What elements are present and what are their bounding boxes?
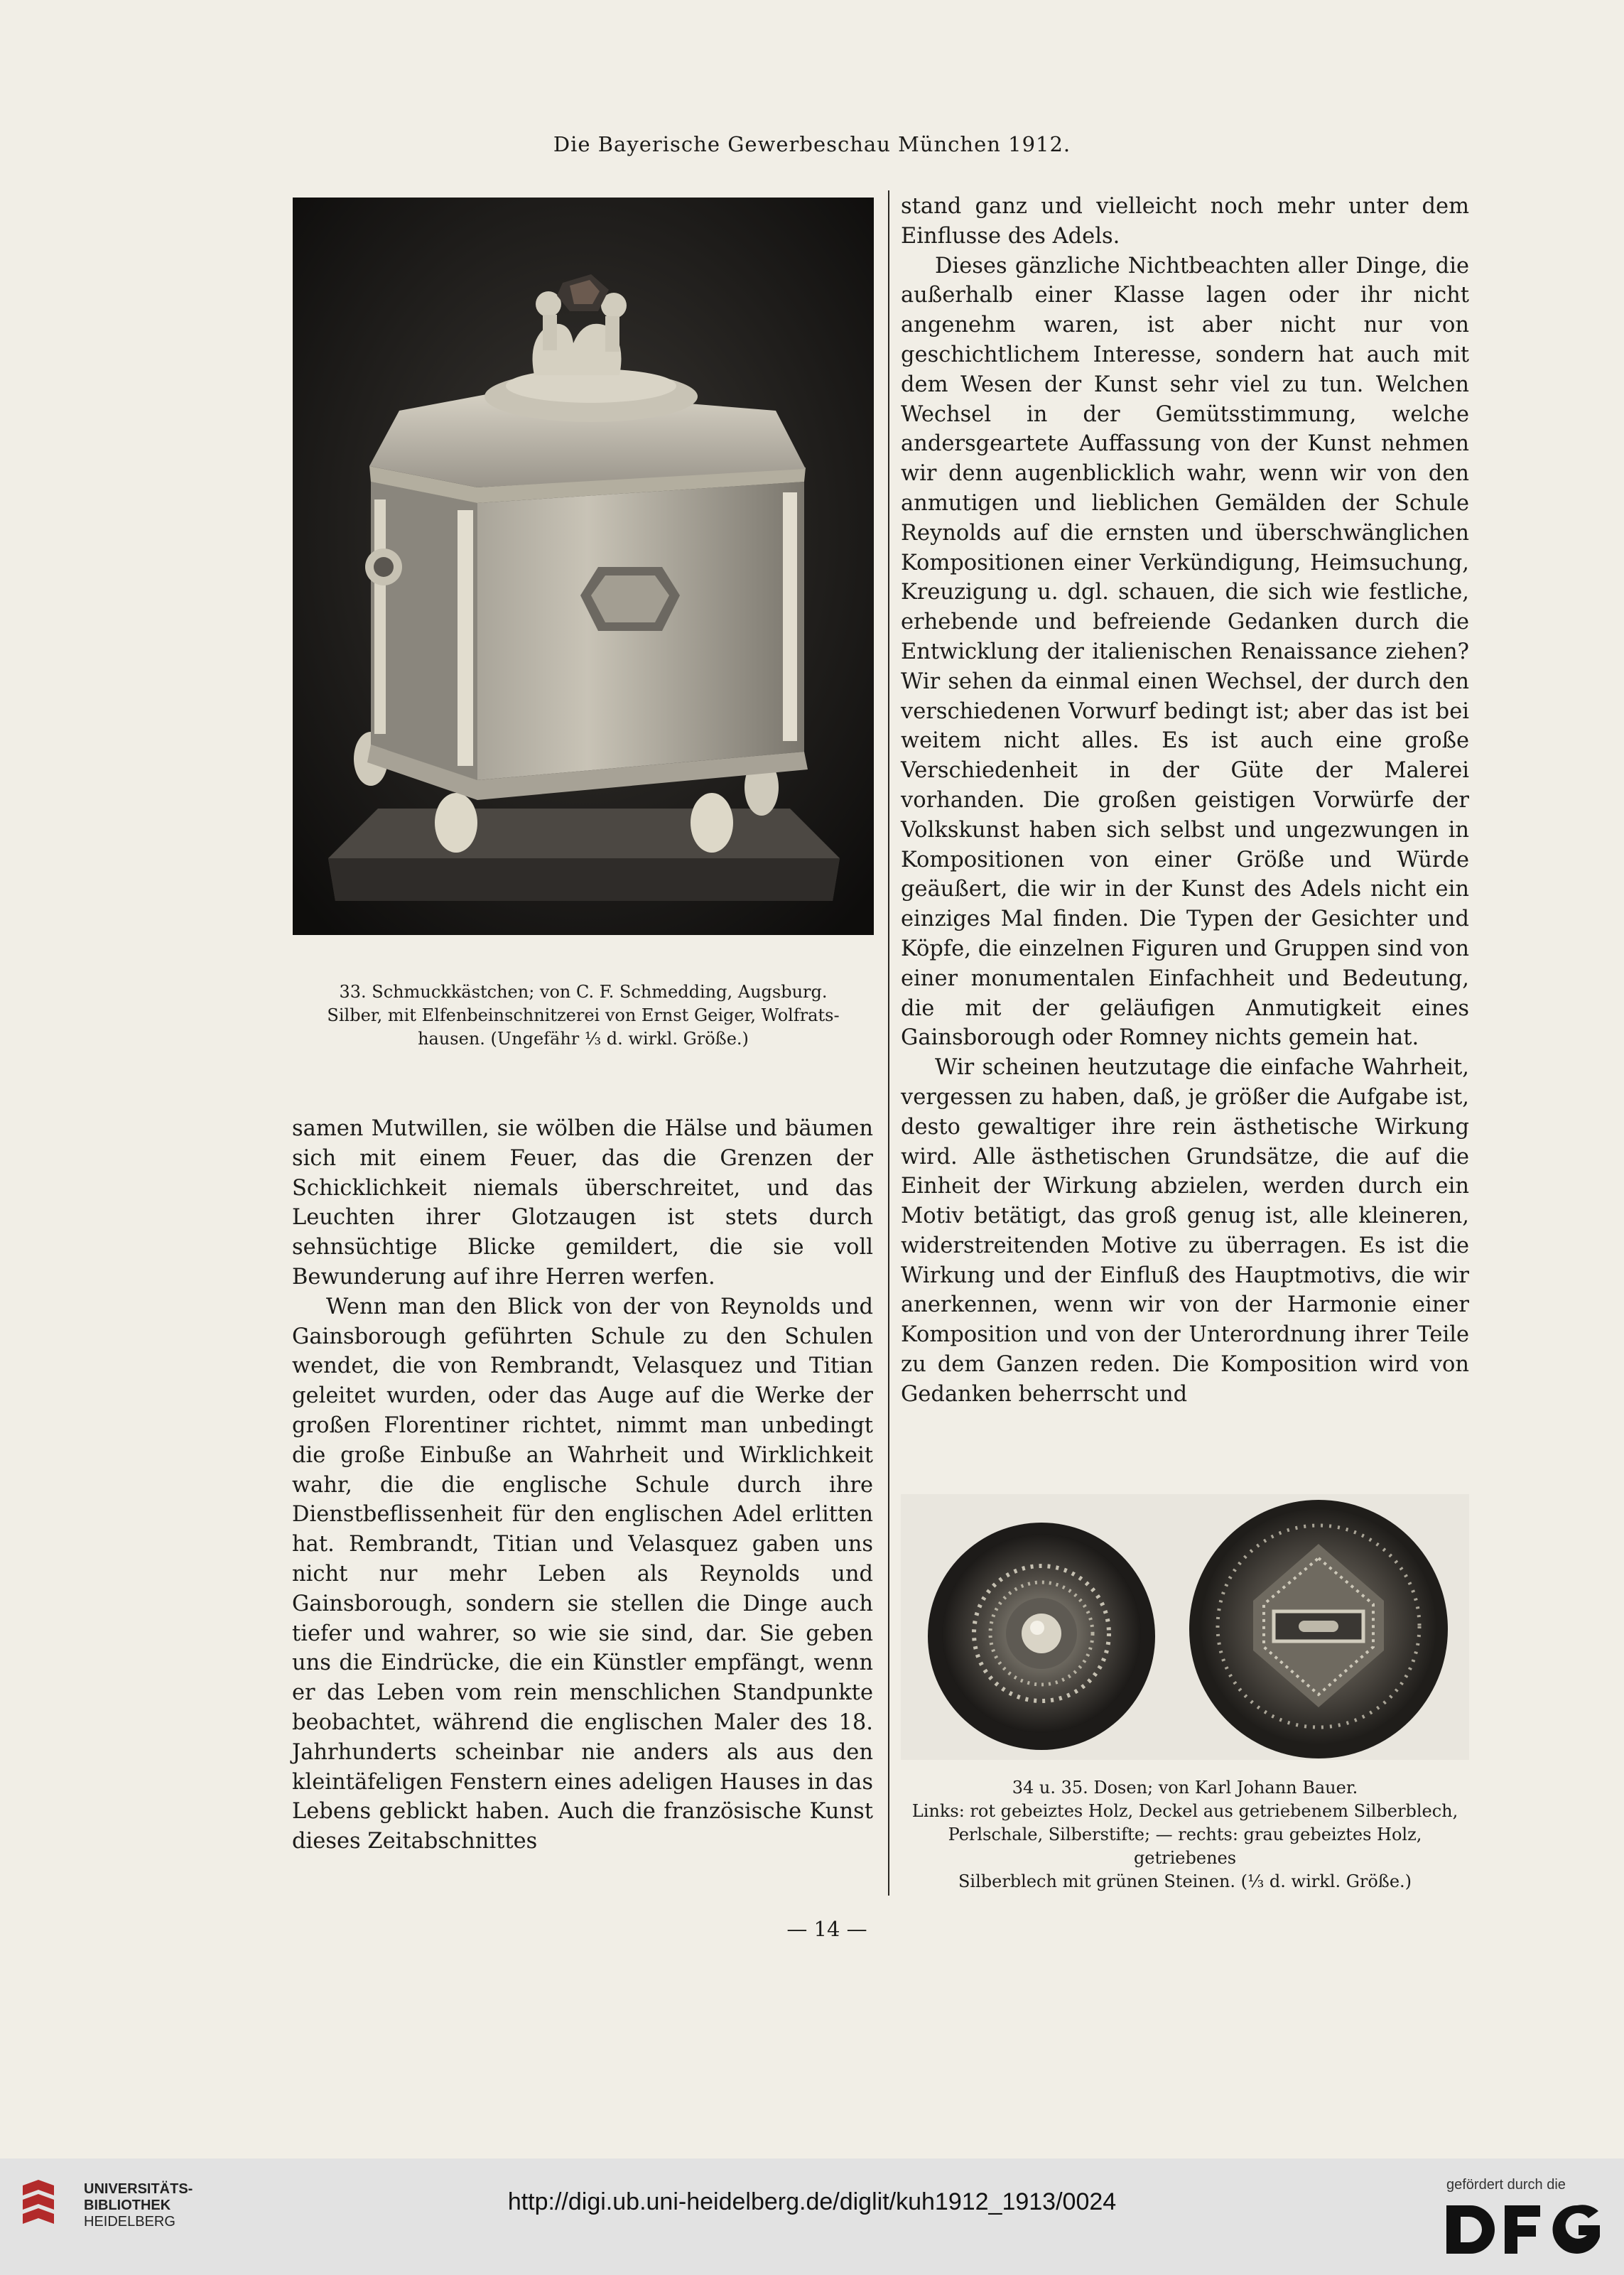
institution-line: UNIVERSITÄTS-: [84, 2181, 193, 2197]
caption-line: Perlschale, Silberstifte; — rechts: grau gebeiztes Holz, getriebenes: [948, 1825, 1422, 1868]
caption-line: Silberblech mit grünen Steinen. (⅓ d. wirkl. Größe.): [958, 1871, 1412, 1891]
caption-line: 33. Schmuckkästchen; von C. F. Schmedding, Augsburg.: [339, 982, 828, 1002]
caption-line: Links: rot gebeiztes Holz, Deckel aus getriebenem Silberblech,: [911, 1801, 1458, 1821]
right-text-column: [901, 192, 1469, 1410]
institution-line: BIBLIOTHEK: [84, 2198, 171, 2213]
dfg-logo-icon: [1442, 2201, 1603, 2258]
figure-33-caption: [283, 980, 884, 1051]
paragraph: Dieses gänzliche Nichtbeachten aller Dinge, die außerhalb einer Klasse lagen oder ihr nicht angenehm waren, ist aber nicht nur von geschichtlichem Interesse, sondern hat auch mit dem Wesen der Kunst sehr viel zu tun. Welchen Wechsel in der Gemütsstimmung, welche andersgeartete Auffassung von der Kunst nehmen wir denn augenblicklich wahr, wenn wir von den anmutigen und lieblichen Gemälden der Schule Reynolds auf die ernsten und überschwänglichen Kompositionen einer Verkündigung, Heimsuchung, Kreuzigung u. dgl. schauen, die sich wie festliche, erhebende und befreiende Gedanken durch die Entwicklung der italienischen Renaissance ziehen? Wir sehen da einmal einen Wechsel, der durch den verschiedenen Vorwurf bedingt ist; aber das ist bei weitem nicht alles. Es ist auch eine große Verschiedenheit in der Güte der Malerei vorhanden. Die großen geistigen Vorwürfe der Volkskunst haben sich selbst und ungezwungen in Kompositionen von einer Größe und Würde geäußert, die wir in der Kunst des Adels nicht ein einziges Mal finden. Die Typen der Gesichter und Köpfe, die einzelnen Figuren und Gruppen sind von einer monumentalen Einfachheit und Bedeutung, die mit der geläufigen Anmutigkeit eines Gainsborough oder Romney nichts gemein hat.: [901, 253, 1469, 1051]
paragraph: Wenn man den Blick von der von Reynolds und Gainsborough geführten Schule zu den Schulen wendet, die von Rembrandt, Velasquez und Titian geleitet wurden, oder das Auge auf die Werke der großen Florentiner richtet, nimmt man unbedingt die große Einbuße an Wahrheit und Wirklichkeit wahr, die die englische Schule durch ihre Dienstbeflissenheit für den englischen Adel erlitten hat. Rembrandt, Titian und Velasquez gaben uns nicht nur mehr Leben als Reynolds und Gainsborough, sondern sie stellen die Dinge auch tiefer und wahrer, so wie sie sind, dar. Sie geben uns die Eindrücke, die ein Künstler empfängt, wenn er das Leben vom rein menschlichen Standpunkte beobachtet, während die englischen Maler des 18. Jahrhunderts scheinbar nie anders als aus den kleintäfeligen Fenstern eines adeligen Hauses in das Lebens geblickt haben. Auch die französische Kunst dieses Zeitabschnittes: [292, 1294, 873, 1854]
paragraph: samen Mutwillen, sie wölben die Hälse und bäumen sich mit einem Feuer, das die Grenzen der Schicklichkeit niemals überschreitet, und das Leuchten ihrer Glotzaugen ist stets durch sehnsüchtige Blicke gemildert, die sie voll Bewunderung auf ihre Herren werfen.: [292, 1116, 873, 1290]
figure-34-35-caption: [901, 1776, 1469, 1893]
caption-line: 34 u. 35. Dosen; von Karl Johann Bauer.: [1012, 1778, 1358, 1798]
left-text-column: [292, 1114, 873, 1857]
paragraph: Wir scheinen heutzutage die einfache Wahrheit, vergessen zu haben, daß, je größer die Aufgabe ist, desto gewaltiger ihre rein ästhetische Wirkung wird. Alle ästhetischen Grundsätze, die auf die Einheit der Wirkung abzielen, werden durch ein Motiv betätigt, das groß genug ist, alle kleineren, widerstreitenden Motive zu überragen. Es ist die Wirkung und der Einfluß des Hauptmotivs, die wir anerkennen, wenn wir von der Harmonie einer Komposition und von der Unterordnung ihrer Teile zu dem Ganzen reden. Die Komposition wird von Gedanken beherrscht und: [901, 1055, 1469, 1407]
page-number: — 14 —: [786, 1917, 867, 1941]
column-divider: [888, 190, 889, 1896]
caption-line: hausen. (Ungefähr ⅓ d. wirkl. Größe.): [418, 1029, 749, 1049]
casket-photo: [293, 198, 874, 935]
institution-line: HEIDELBERG: [84, 2214, 175, 2230]
source-url-link[interactable]: http://digi.ub.uni-heidelberg.de/diglit/kuh1912_1913/0024: [507, 2188, 1117, 2215]
digitization-footer: [0, 2158, 1624, 2275]
sponsor-text: gefördert durch die: [1446, 2177, 1566, 2193]
paragraph: stand ganz und vielleicht noch mehr unter dem Einflusse des Adels.: [901, 194, 1469, 249]
running-title: Die Bayerische Gewerbeschau München 1912.: [553, 132, 1071, 156]
boxes-photo: [901, 1494, 1469, 1760]
caption-line: Silber, mit Elfenbeinschnitzerei von Ernst Geiger, Wolfrats-: [327, 1005, 840, 1025]
